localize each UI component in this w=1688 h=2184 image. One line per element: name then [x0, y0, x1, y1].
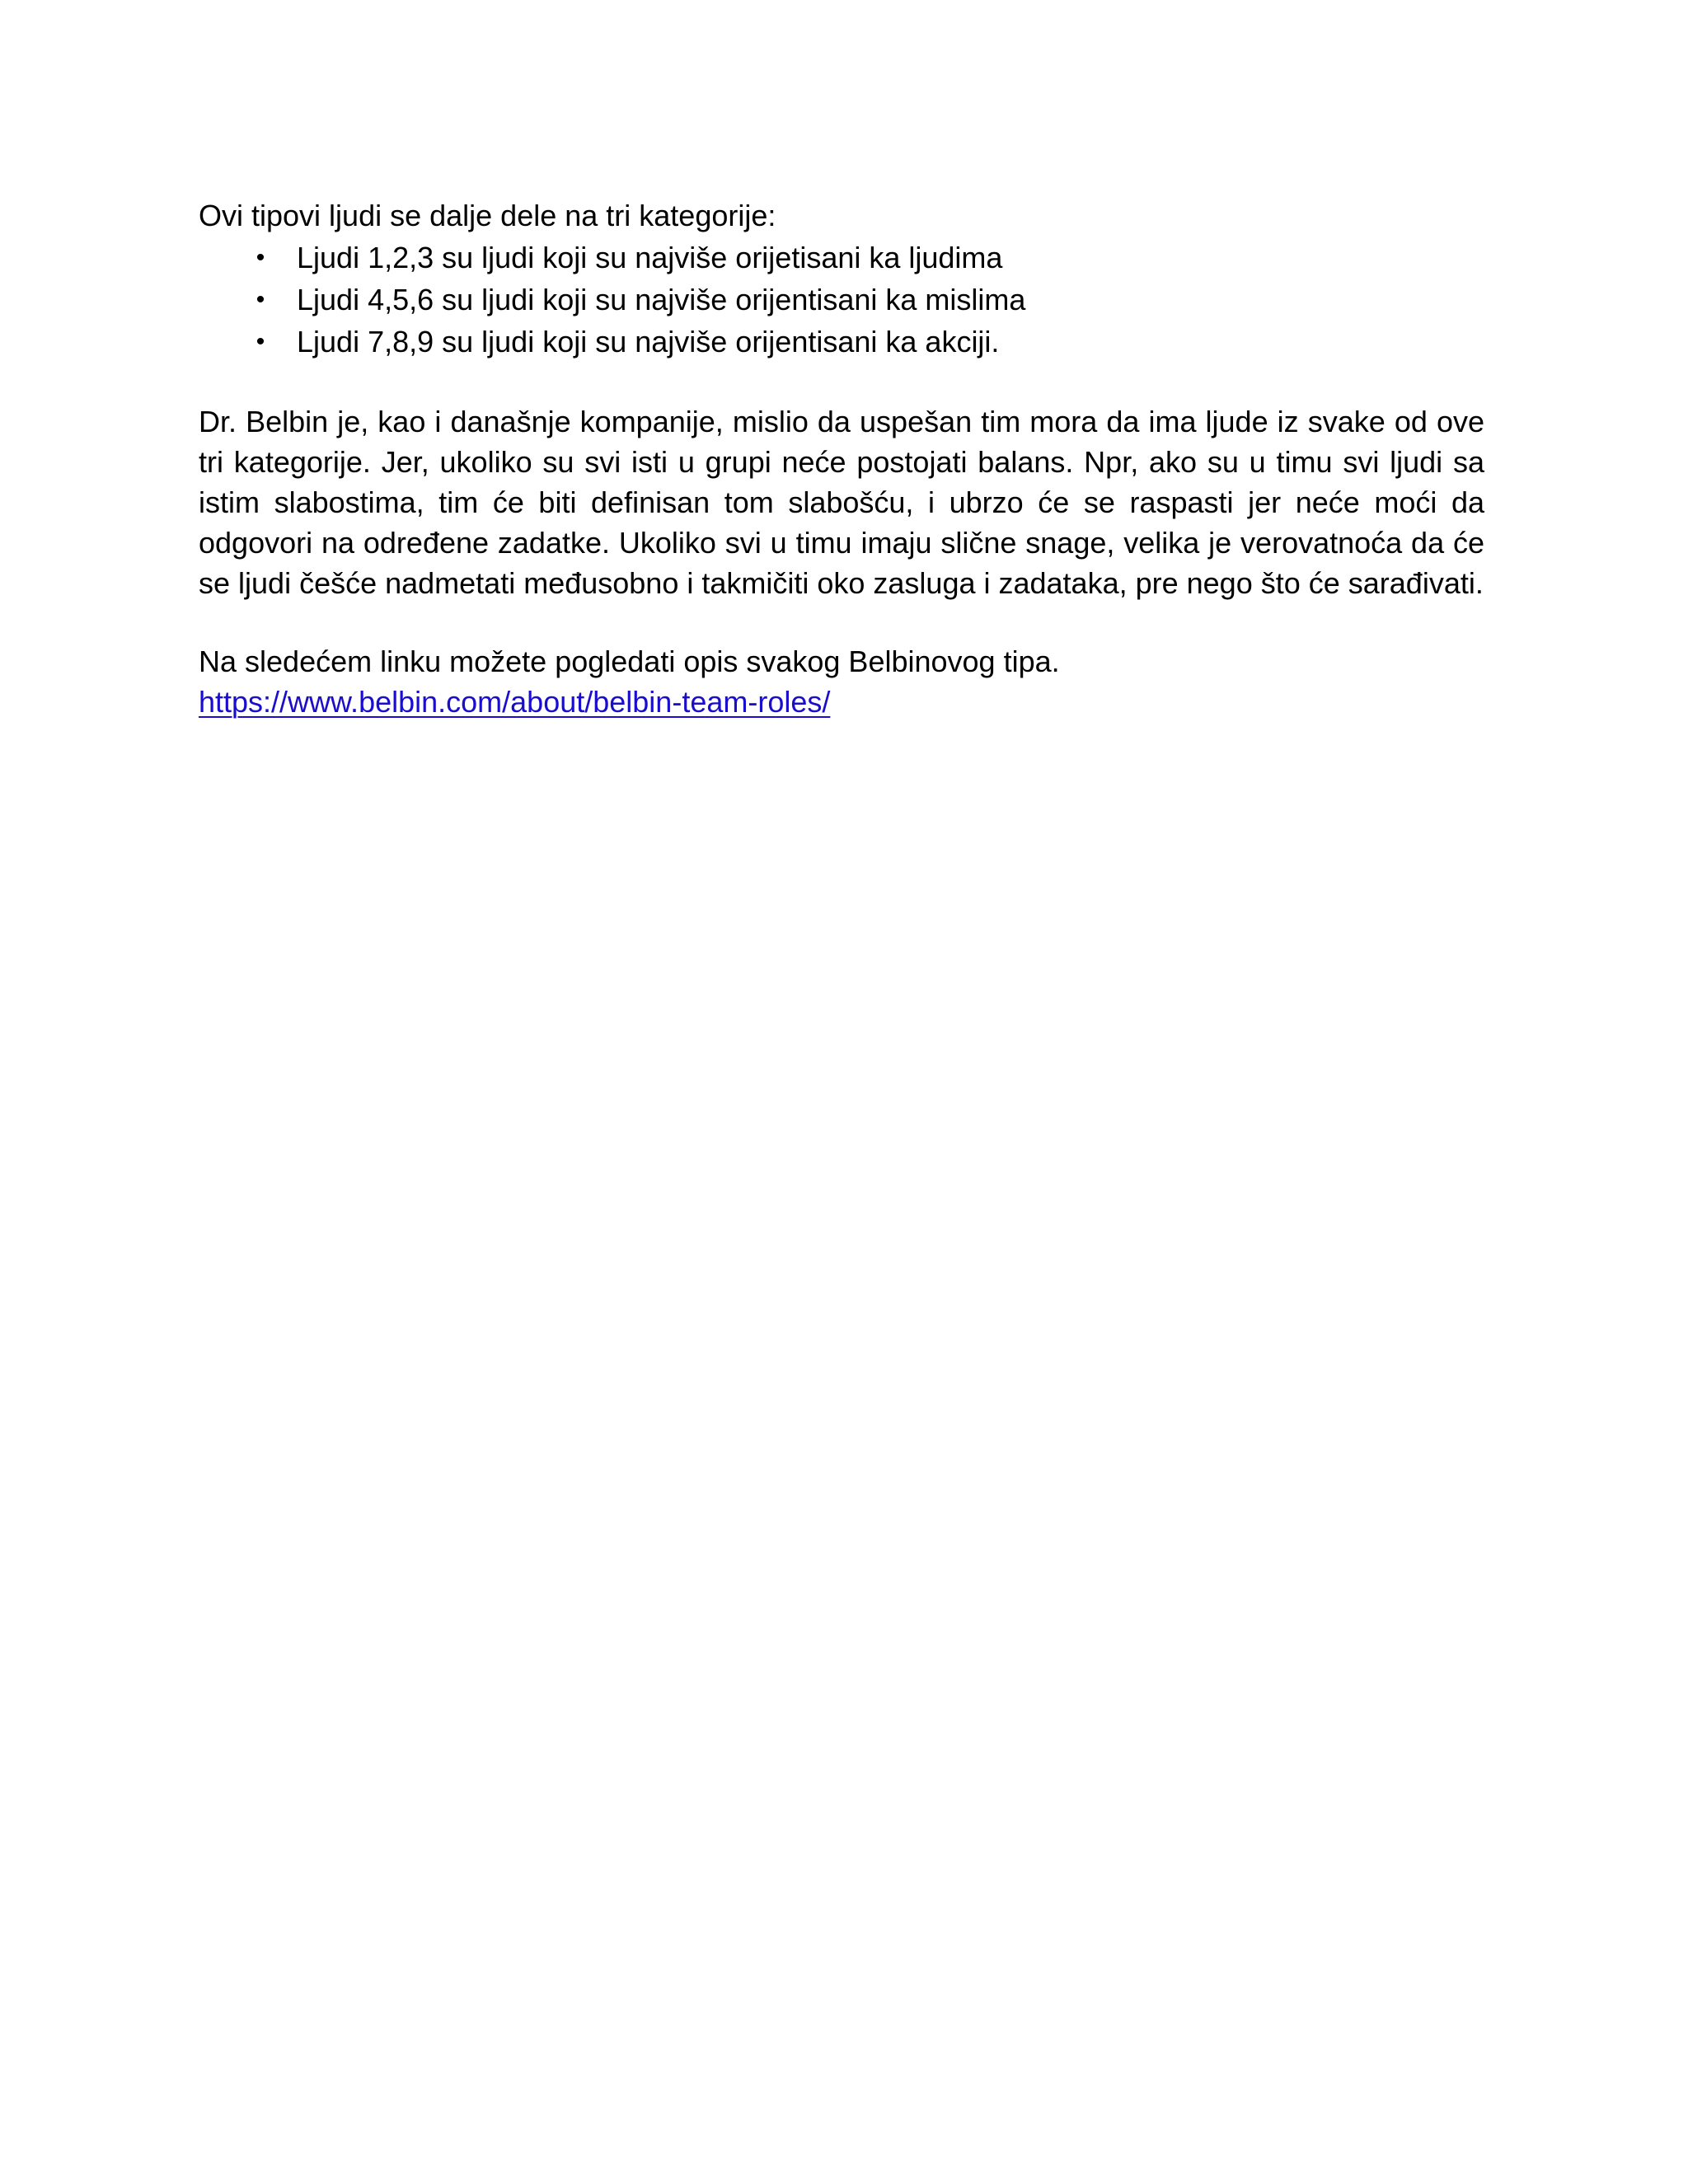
list-item-text: Ljudi 1,2,3 su ljudi koji su najviše orijetisani ka ljudima — [297, 241, 1003, 274]
category-list — [199, 237, 1484, 362]
list-item — [199, 279, 1484, 320]
intro-text: Ovi tipovi ljudi se dalje dele na tri kategorije: — [199, 199, 776, 232]
bullet-icon: • — [256, 244, 265, 271]
bullet-icon: • — [256, 328, 265, 355]
document-body — [199, 195, 1484, 722]
link-intro-text: Na sledećem linku možete pogledati opis svakog Belbinovog tipa. — [199, 644, 1060, 678]
list-item — [199, 321, 1484, 362]
bullet-icon: • — [256, 286, 265, 313]
list-item — [199, 237, 1484, 278]
belbin-team-roles-link[interactable]: https://www.belbin.com/about/belbin-team-roles/ — [199, 685, 831, 719]
list-item-text: Ljudi 4,5,6 su ljudi koji su najviše orijentisani ka mislima — [297, 283, 1026, 316]
list-item-text: Ljudi 7,8,9 su ljudi koji su najviše orijentisani ka akciji. — [297, 325, 1000, 359]
link-section — [199, 641, 1484, 722]
body-paragraph: Dr. Belbin je, kao i današnje kompanije, mislio da uspešan tim mora da ima ljude iz svake od ove tri kategorije. Jer, ukoliko su svi isti u grupi neće postojati balans. Npr, ako su u timu svi ljudi sa istim slabostima, tim će biti definisan tom slabošću, i ubrzo će se raspasti jer neće moći da odgovori na određene zadatke. Ukoliko svi u timu imaju slične snage, velika je verovatnoća da će se ljudi češće nadmetati međusobno i takmičiti oko zasluga i zadataka, pre nego što će sarađivati. — [199, 405, 1484, 600]
